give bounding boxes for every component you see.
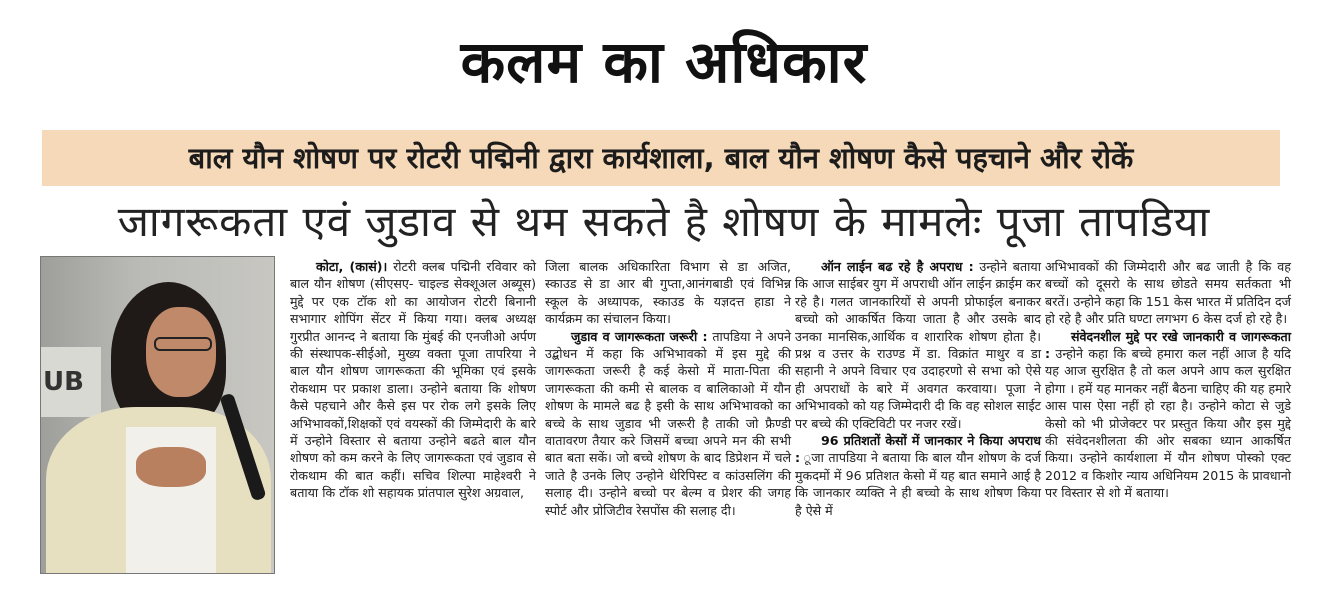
paragraph-text: जिला बालक अधिकारिता विभाग से डा अजित, स्काउड से डा आर बी गुप्ता,आनंगबाडी एवं विभिन्न स्कूल के अध्यापक, स्काउड के यज्ञदत्त हाडा ने कार्यक्रम का संचालन किया। [545, 259, 791, 327]
photo-hand [136, 447, 206, 487]
subhead: जुडाव व जागरूकता जरूरी : [571, 328, 708, 344]
article-column-4 [1045, 258, 1291, 502]
dateline: कोटा, (कासं)। [316, 259, 388, 274]
article-column-2 [545, 258, 791, 519]
paragraph-text: अभिभावकों की जिम्मेदारी और बढ जाती है कि वह बच्चों को दूसरो के साथ छोडते समय सर्तकता भी बरतें। उन्होने कहा कि 151 केस भारत में प्रतिदिन दर्ज हो रहे है और प्रति घण्टा लगभग 6 केस दर्ज हो रहे है। [1045, 259, 1291, 327]
paragraph [1045, 258, 1291, 328]
masthead-title: कलम का अधिकार [460, 28, 868, 96]
paragraph [1045, 328, 1291, 502]
article-column-1 [290, 258, 536, 502]
paragraph [290, 258, 536, 502]
paragraph-text: उन्होने कहा कि बच्चे हमारा कल नहीं आज है यदि यह आज सुरक्षित है तो कल अपने आप कल सुरक्षित होगा । हमें यह मानकर नहीं बैठना चाहिए की यह हमारे आस पास ऐसा नहीं हो रहा है। उन्होने कोटा से जुडे केसो को भी प्रोजेक्टर पर प्रस्तुत किया और इस मुद्दे की संवेदनशीलता की ओर सबका ध्यान आकर्षित किया। उन्होने कार्यशाला में यौन शोषण पोस्को एक्ट 2012 व किशोर न्याय अधिनियम 2015 के प्रावधानो पर विस्तार से शो में बताया। [1045, 346, 1291, 501]
photo-face [146, 307, 216, 397]
paragraph [795, 258, 1041, 432]
paragraph-text: उन्होने बताया कि आज साईबर युग में अपराधी ऑन लाईन क्राईम कर रहे है। गलत जानकारियों से अपनी प्रोफाईल बनाकर बच्चो को आकर्षित किया जाता है और उसके बाद उनका मानसिक,आर्थिक व शारारिक शोषण होता है। प्रश्न व उत्तर के राउण्ड में डा. विक्रांत माथुर व डा सहानी ने अपने विचार एव उदाहरणो से सभा को ऐसे ही अपराधों के बारे में अवगत करवाया। पूजा ने अभिभावको को यह जिम्मेदारी दी कि वह सोशल साईट पर बच्चे की एक्टिविटी पर नजर रखें। [795, 259, 1041, 431]
kicker-headline: बाल यौन शोषण पर रोटरी पद्मिनी द्वारा कार्यशाला, बाल यौन शोषण कैसे पहचाने और रोकें [188, 141, 1134, 175]
paragraph-text: तापडिया ने अपने उद्बोधन में कहा कि अभिभावको में इस मुद्दे की जागरूकता जरूरी है कई केसो में माता-पिता की जागरूकता की कमी से बालक व बालिकाओ में यौन शोषण के मामले बढ है इसी के साथ अभिभावको का बच्चे के साथ जुडाव भी जरूरी है ताकी जो फ्रैण्डी वातावरण तैयार करे जिसमें बच्चा अपने मन की सभी बात बता सकें। जो बच्चे शोषण के बाद डिप्रेशन में चले जाते है उनके लिए उन्होने थेरिपिस्ट व कांउसलिंग की सलाह दी। उन्होने बच्चो पर बेल्म व प्रेशर की जगह स्पोर्ट और प्रोजिटीव रेसपोंस की सलाह दी। [545, 328, 791, 518]
subhead: ऑन लाईन बढ रहे है अपराध : [821, 259, 974, 274]
article-column-3 [795, 258, 1041, 519]
kicker-strip [42, 130, 1280, 186]
main-headline: जागरूकता एवं जुडाव से थम सकते है शोषण के मामलेः पूजा तापडिया [117, 197, 1211, 246]
paragraph [795, 432, 1041, 519]
glasses-icon [154, 337, 212, 351]
paragraph [545, 258, 791, 328]
paragraph-text: ूजा तापडिया ने बताया कि बाल यौन शोषण के दर्ज मुकदमों में 96 प्रतिशत केसो में यह बात समाने आई है कि जानकार व्यक्ति ने ही बच्चो के साथ शोषण किया है ऐसे में [795, 450, 1041, 518]
paragraph-text: रोटरी क्लब पद्मिनी रविवार को बाल यौन शोषण (सीएसए- चाइल्ड सेक्शूअल अब्यूस) मुद्दे पर एक टॉक शो का आयोजन रोटरी बिनानी सभागार शोपिंग सेंटर में किया गया। क्लब अध्यक्ष गुरप्रीत आनन्द ने बताया कि मुंबई की एनजीओ अर्पण की संस्थापक-सीईओ, मुख्य वक्ता पूजा तापरिया ने बाल यौन शोषण जागरूकता की भूमिका एवं इसके रोकथाम पर प्रकाश डाला। उन्होने बताया कि शोषण कैसे पहचाने और कैसे इस पर रोक लगे इसके लिए अभिभावकों,शिक्षकों एवं वयस्कों की जिम्मेदारी के बारे में उन्होने विस्तार से बताया उन्होने बढते बाल यौन शोषण को कम करने के लिए जागरूकता एवं जुडाव से रोकथाम की बात कहीं। सचिव शिल्पा माहेश्वरी ने बताया कि टॉक शो सहायक प्रांतपाल सुरेश अग्रवाल, [290, 259, 536, 501]
photo-sign-text: UB [43, 367, 84, 397]
subhead: संवेदनशील मुद्दे पर रखे जानकारी व जागरूकता : [1045, 328, 1291, 362]
paragraph [545, 328, 791, 519]
subhead: 96 प्रतिशतों केसों में जानकार ने किया अपराध : [795, 433, 1041, 466]
speaker-photo [40, 256, 275, 574]
